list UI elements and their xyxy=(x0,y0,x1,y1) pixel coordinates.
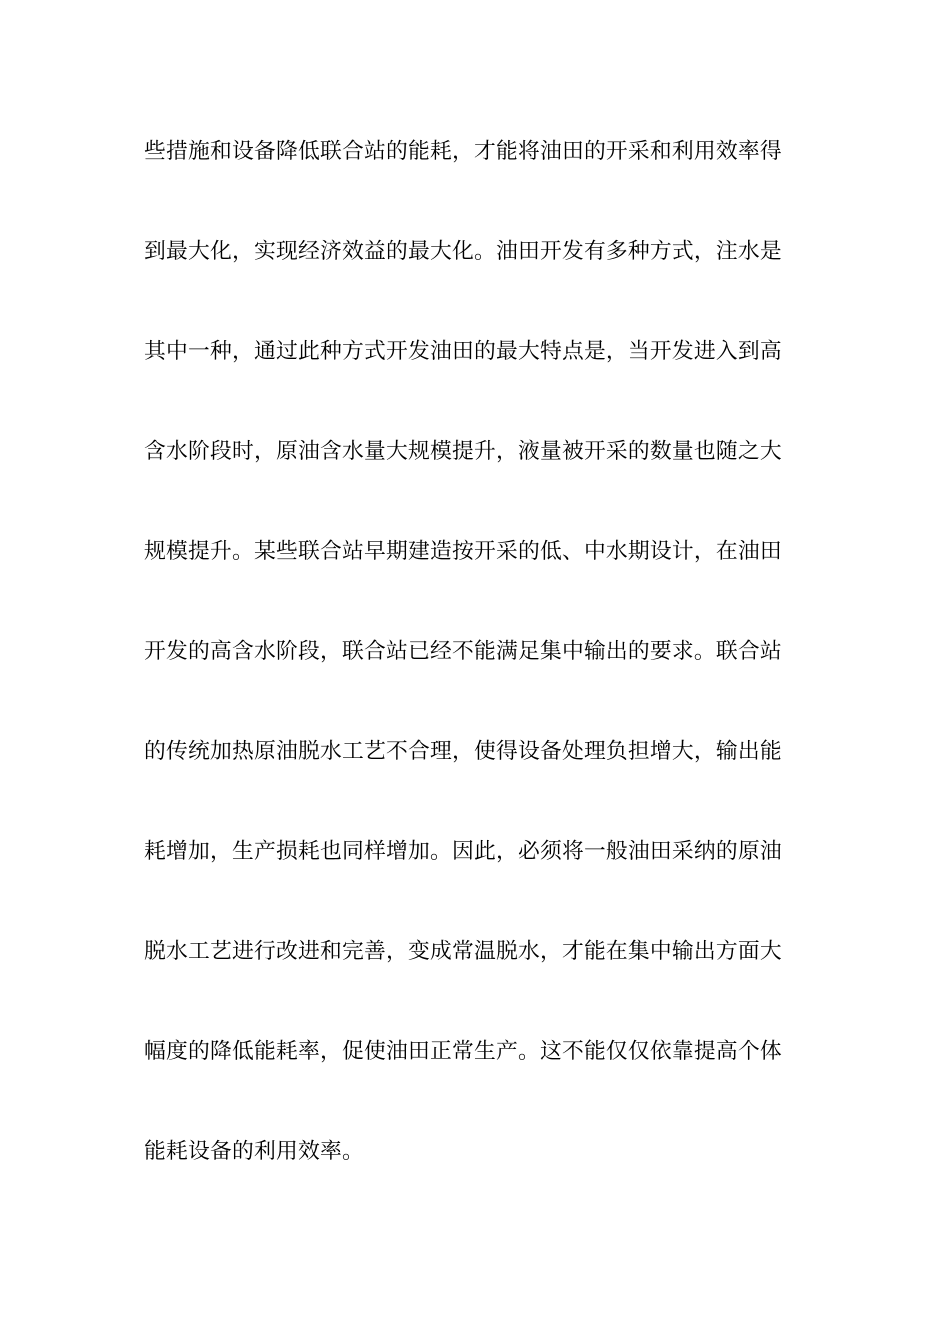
text-line: 含水阶段时，原油含水量大规模提升，液量被开采的数量也随之大 xyxy=(144,439,782,464)
text-line: 规模提升。某些联合站早期建造按开采的低、中水期设计，在油田 xyxy=(144,539,782,564)
body-paragraph xyxy=(144,130,814,1230)
text-line: 其中一种，通过此种方式开发油田的最大特点是，当开发进入到高 xyxy=(144,339,782,364)
text-line: 些措施和设备降低联合站的能耗，才能将油田的开采和利用效率得 xyxy=(144,139,782,164)
text-line: 的传统加热原油脱水工艺不合理，使得设备处理负担增大，输出能 xyxy=(144,739,782,764)
text-line: 幅度的降低能耗率，促使油田正常生产。这不能仅仅依靠提高个体 xyxy=(144,1039,782,1064)
text-line: 能耗设备的利用效率。 xyxy=(144,1139,364,1164)
text-line: 脱水工艺进行改进和完善，变成常温脱水，才能在集中输出方面大 xyxy=(144,939,782,964)
text-line: 到最大化，实现经济效益的最大化。油田开发有多种方式，注水是 xyxy=(144,239,782,264)
text-line: 开发的高含水阶段，联合站已经不能满足集中输出的要求。联合站 xyxy=(144,639,782,664)
text-line: 耗增加，生产损耗也同样增加。因此，必须将一般油田采纳的原油 xyxy=(144,839,782,864)
